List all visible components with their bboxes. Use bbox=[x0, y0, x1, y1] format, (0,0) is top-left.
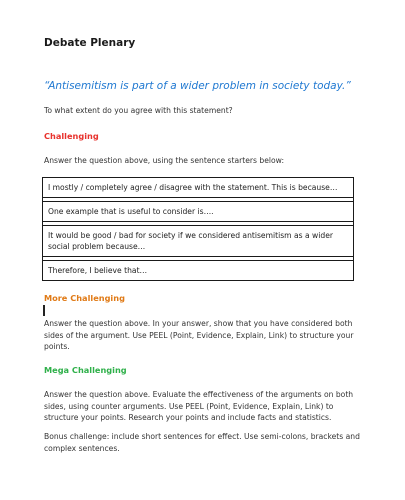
mega-challenging-heading: Mega Challenging bbox=[44, 365, 127, 375]
challenging-instruction: Answer the question above, using the sentence starters below: bbox=[44, 156, 285, 165]
more-challenging-text: Answer the question above. In your answer, show that you have considered both sides of the argument. Use PEEL (Point, Evidence, Explain, Link) to structure your points. bbox=[44, 319, 354, 351]
challenging-heading: Challenging bbox=[44, 131, 99, 141]
sentence-starter-2: One example that is useful to consider is…. bbox=[43, 201, 353, 222]
mega-challenging-text: Answer the question above. Evaluate the effectiveness of the arguments on both sides, using counter arguments. Use PEEL (Point, Evidence, Explain, Link) to structure your points. Research your points and include facts and statistics. bbox=[44, 390, 354, 422]
question-text: To what extent do you agree with this statement? bbox=[44, 106, 233, 115]
bonus-challenge-text: Bonus challenge: include short sentences for effect. Use semi-colons, brackets and complex sentences. bbox=[44, 432, 360, 453]
page-title: Debate Plenary bbox=[44, 37, 136, 49]
text-cursor[interactable] bbox=[43, 305, 45, 316]
sentence-starters-table bbox=[42, 177, 354, 281]
sentence-starter-3: It would be good / bad for society if we considered antisemitism as a wider social problem because… bbox=[43, 225, 353, 257]
more-challenging-heading: More Challenging bbox=[44, 293, 125, 303]
sentence-starter-4: Therefore, I believe that… bbox=[43, 260, 353, 280]
debate-statement: “Antisemitism is part of a wider problem in society today.” bbox=[44, 80, 351, 92]
sentence-starter-1: I mostly / completely agree / disagree with the statement. This is because… bbox=[43, 178, 353, 198]
